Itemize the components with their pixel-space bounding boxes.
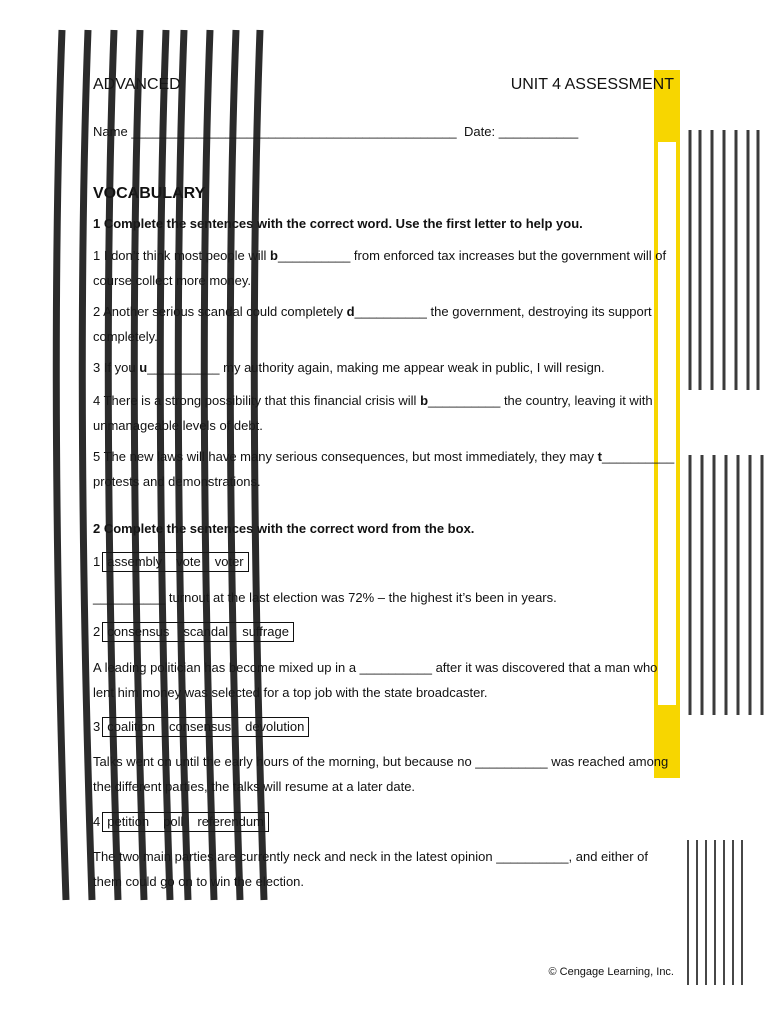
exercise2-instruction: 2 Complete the sentences with the correct word from the box. [93,521,475,536]
name-line [93,124,457,139]
exercise1-item-4: 4 There is a strong possibility that this financial crisis will b__________ the country, leaving it with unmanageable levels of debt. [93,393,653,433]
word-option: voter [214,554,244,569]
answer-blank[interactable]: __________ [354,304,427,319]
unit-title: UNIT 4 ASSESSMENT [510,76,674,93]
right-ink-streaks-middle [690,455,762,715]
word-option: suffrage [242,624,289,639]
name-field[interactable]: _____________________________________________ [131,124,457,139]
copyright-footer: © Cengage Learning, Inc. [548,966,674,978]
answer-blank[interactable]: __________ [601,449,675,464]
date-label: Date: [464,124,496,139]
exercise2-sentence-2: A leading politician has become mixed up in a __________ after it was discovered that a man who lent him money was selected for a top job with the state broadcaster. [93,660,658,700]
word-box-3: 3 coalition consensus devolution [93,717,309,737]
word-box-1: 1 assembly vote voter [93,552,249,572]
word-option: scandal [183,624,229,639]
word-box [102,812,269,832]
word-box [102,552,248,572]
word-option: consensus [107,624,170,639]
exercise1-item-1: 1 I don’t think most people will b__________ from enforced tax increases but the government will of course collect more money. [93,248,667,288]
word-box [102,717,309,737]
right-ink-streaks-top [690,130,758,390]
word-option: poll [163,814,184,829]
answer-blank[interactable]: __________ [147,360,220,375]
name-label: Name [93,124,128,139]
word-box-2: 2 consensus scandal suffrage [93,622,294,642]
answer-blank[interactable]: __________ [428,393,501,408]
exercise1-item-2: 2 Another serious scandal could completely d__________ the government, destroying its support completely. [93,304,652,344]
word-option: vote [176,554,201,569]
section-title: VOCABULARY [93,185,206,202]
date-field[interactable]: ___________ [498,124,579,139]
word-box-4: 4 petition poll referendum [93,812,269,832]
exercise2-sentence-3: Talks went on until the early hours of the morning, but because no __________ was reached among the different parties, the talks will resume at a later date. [93,754,669,794]
exercise1-item-5: 5 The new laws will have many serious consequences, but most immediately, they may t__________ protests and demonstrations. [93,449,675,489]
word-option: coalition [107,719,155,734]
level-label: ADVANCED [93,76,181,93]
word-option: assembly [107,554,163,569]
exercise2-sentence-1: __________ turnout at the last election was 72% – the highest it’s been in years. [93,590,557,605]
date-line [464,124,578,139]
answer-blank[interactable]: __________ [278,248,351,263]
exercise1-item-3: 3 If you u__________ my authority again, making me appear weak in public, I will resign. [93,360,605,375]
exercise2-sentence-4: The two main parties are currently neck and neck in the latest opinion __________, and either of them could go on to win the election. [93,849,649,889]
word-option: devolution [245,719,305,734]
word-option: petition [107,814,150,829]
word-box [102,622,294,642]
exercise1-instruction: 1 Complete the sentences with the correct word. Use the first letter to help you. [93,216,583,231]
word-option: referendum [197,814,264,829]
right-ink-streaks-bottom [688,840,742,985]
word-option: consensus [168,719,232,734]
